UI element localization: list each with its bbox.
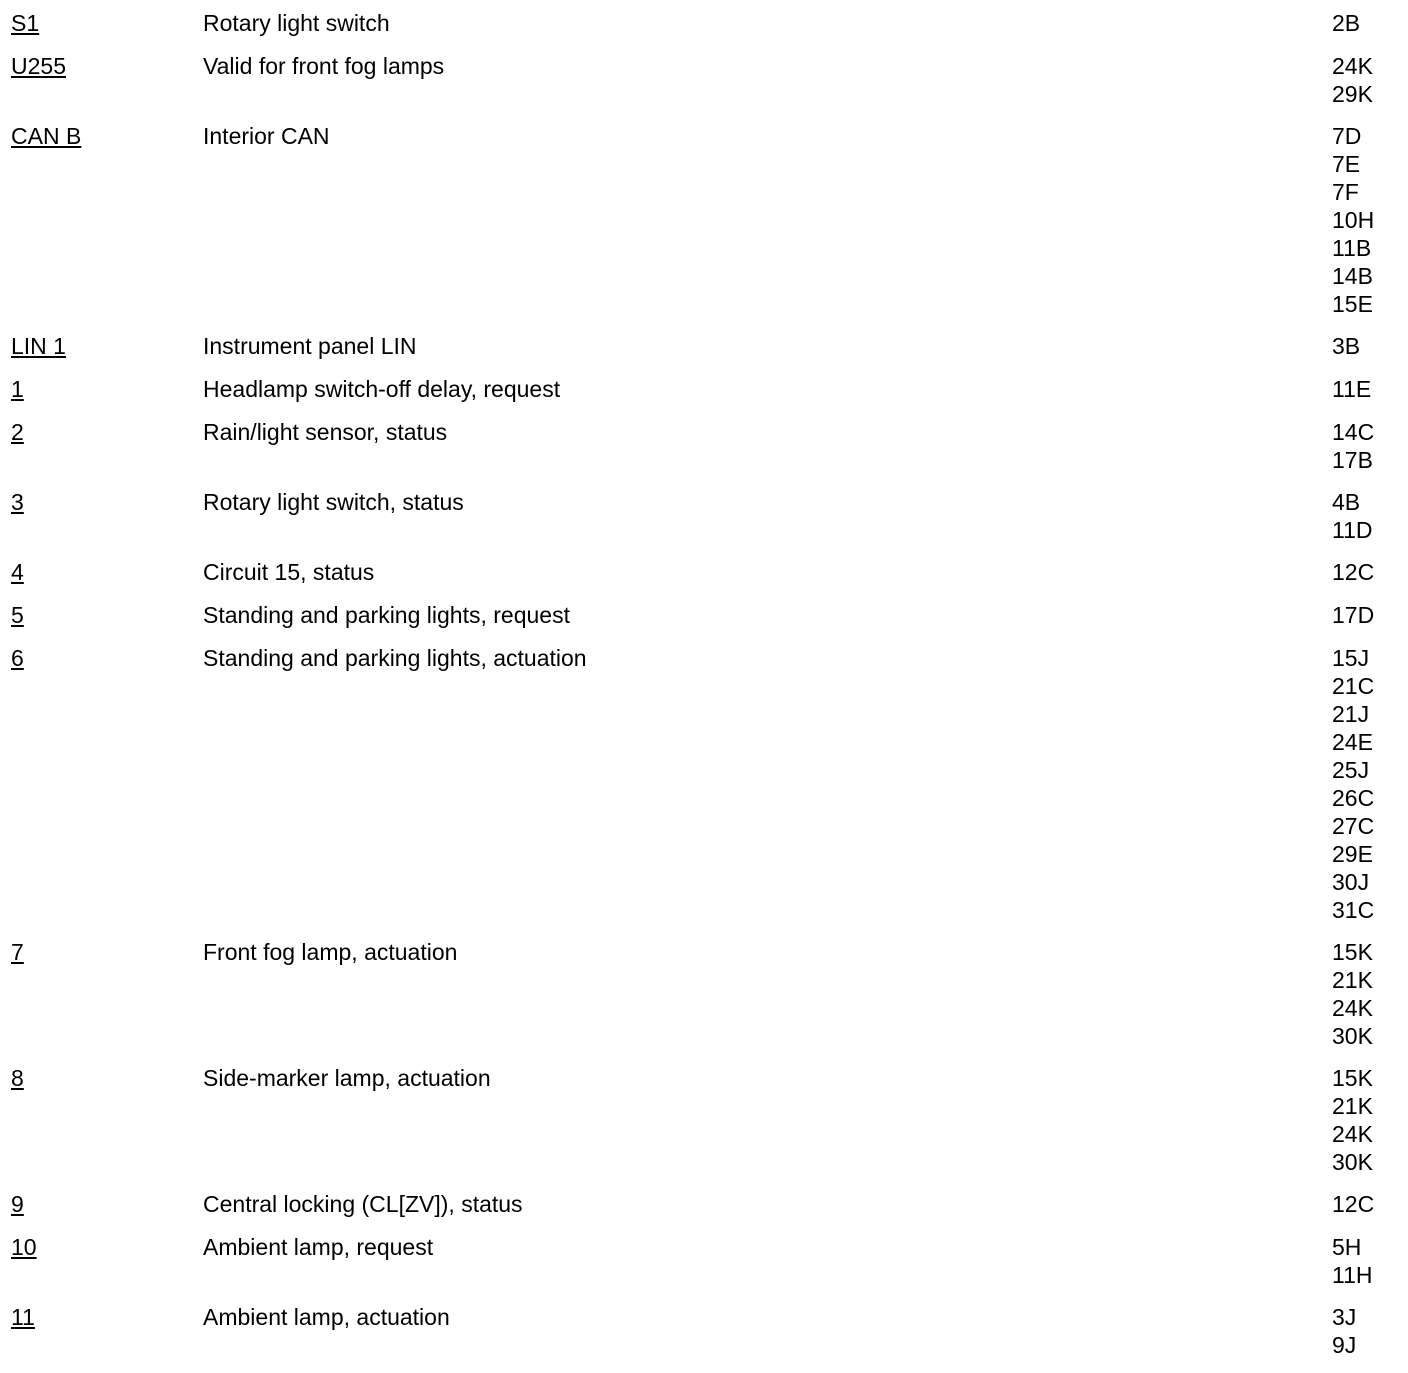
legend-row [0, 644, 1408, 924]
grid-reference: 15E [1332, 291, 1373, 317]
grid-reference: 24E [1332, 729, 1373, 755]
legend-code-link[interactable]: 1 [11, 376, 24, 402]
legend-row [0, 1233, 1408, 1289]
legend-description: Rain/light sensor, status [203, 419, 448, 445]
legend-grid-refs [1332, 9, 1408, 37]
legend-code-link[interactable]: 6 [11, 645, 24, 671]
legend-code-link[interactable]: 2 [11, 419, 24, 445]
legend-row [0, 375, 1408, 403]
legend-grid-refs [1332, 52, 1408, 108]
grid-reference: 3B [1332, 333, 1361, 359]
legend-description: Circuit 15, status [203, 559, 375, 585]
legend-grid-refs [1332, 938, 1408, 1050]
legend-grid-refs [1332, 418, 1408, 474]
grid-reference: 14B [1332, 263, 1373, 289]
legend-description: Rotary light switch, status [203, 489, 464, 515]
grid-reference: 21J [1332, 701, 1370, 727]
grid-reference: 11B [1332, 235, 1372, 261]
legend-row [0, 52, 1408, 108]
grid-reference: 4B [1332, 489, 1361, 515]
grid-reference: 15K [1332, 939, 1373, 965]
grid-reference: 24K [1332, 1121, 1373, 1147]
legend-table [0, 9, 1408, 1373]
legend-row [0, 938, 1408, 1050]
grid-reference: 15J [1332, 645, 1370, 671]
grid-reference: 2B [1332, 10, 1361, 36]
legend-description: Ambient lamp, actuation [203, 1304, 450, 1330]
grid-reference: 30K [1332, 1149, 1373, 1175]
grid-reference: 7F [1332, 179, 1359, 205]
grid-reference: 26C [1332, 785, 1375, 811]
legend-description: Rotary light switch [203, 10, 390, 36]
grid-reference: 15K [1332, 1065, 1373, 1091]
legend-grid-refs [1332, 1303, 1408, 1359]
legend-code-link[interactable]: 9 [11, 1191, 24, 1217]
grid-reference: 9J [1332, 1332, 1357, 1358]
legend-grid-refs [1332, 375, 1408, 403]
grid-reference: 17D [1332, 602, 1375, 628]
grid-reference: 7D [1332, 123, 1362, 149]
grid-reference: 29E [1332, 841, 1373, 867]
grid-reference: 29K [1332, 81, 1373, 107]
grid-reference: 31C [1332, 897, 1375, 923]
grid-reference: 12C [1332, 1191, 1375, 1217]
legend-row [0, 601, 1408, 629]
grid-reference: 30K [1332, 1023, 1373, 1049]
grid-reference: 30J [1332, 869, 1370, 895]
legend-grid-refs [1332, 644, 1408, 924]
legend-code-link[interactable]: CAN B [11, 123, 82, 149]
legend-code-link[interactable]: 4 [11, 559, 24, 585]
legend-grid-refs [1332, 601, 1408, 629]
legend-code-link[interactable]: U255 [11, 53, 66, 79]
legend-grid-refs [1332, 122, 1408, 318]
grid-reference: 11H [1332, 1262, 1373, 1288]
legend-code-link[interactable]: 5 [11, 602, 24, 628]
legend-description: Front fog lamp, actuation [203, 939, 458, 965]
legend-description: Central locking (CL[ZV]), status [203, 1191, 523, 1217]
legend-row [0, 1303, 1408, 1359]
legend-row [0, 332, 1408, 360]
legend-description: Ambient lamp, request [203, 1234, 434, 1260]
legend-code-link[interactable]: 7 [11, 939, 24, 965]
grid-reference: 24K [1332, 995, 1373, 1021]
grid-reference: 3J [1332, 1304, 1357, 1330]
legend-description: Interior CAN [203, 123, 330, 149]
legend-description: Valid for front fog lamps [203, 53, 445, 79]
legend-code-link[interactable]: LIN 1 [11, 333, 66, 359]
grid-reference: 12C [1332, 559, 1375, 585]
grid-reference: 14C [1332, 419, 1375, 445]
legend-description: Side-marker lamp, actuation [203, 1065, 491, 1091]
grid-reference: 11D [1332, 517, 1373, 543]
legend-description: Standing and parking lights, request [203, 602, 570, 628]
legend-grid-refs [1332, 332, 1408, 360]
legend-grid-refs [1332, 558, 1408, 586]
grid-reference: 21K [1332, 967, 1373, 993]
grid-reference: 5H [1332, 1234, 1362, 1260]
legend-code-link[interactable]: 8 [11, 1065, 24, 1091]
grid-reference: 7E [1332, 151, 1361, 177]
legend-grid-refs [1332, 488, 1408, 544]
grid-reference: 21K [1332, 1093, 1373, 1119]
legend-description: Instrument panel LIN [203, 333, 417, 359]
legend-row [0, 418, 1408, 474]
grid-reference: 27C [1332, 813, 1375, 839]
legend-row [0, 488, 1408, 544]
grid-reference: 24K [1332, 53, 1373, 79]
legend-code-link[interactable]: 11 [11, 1304, 35, 1330]
grid-reference: 11E [1332, 376, 1372, 402]
legend-row [0, 558, 1408, 586]
legend-row [0, 1064, 1408, 1176]
grid-reference: 21C [1332, 673, 1375, 699]
grid-reference: 17B [1332, 447, 1373, 473]
legend-description: Headlamp switch-off delay, request [203, 376, 561, 402]
legend-description: Standing and parking lights, actuation [203, 645, 587, 671]
grid-reference: 10H [1332, 207, 1375, 233]
legend-row [0, 1190, 1408, 1218]
legend-row [0, 9, 1408, 37]
legend-row [0, 122, 1408, 318]
legend-code-link[interactable]: 10 [11, 1234, 37, 1260]
legend-code-link[interactable]: S1 [11, 10, 40, 36]
legend-code-link[interactable]: 3 [11, 489, 24, 515]
legend-grid-refs [1332, 1190, 1408, 1218]
grid-reference: 25J [1332, 757, 1370, 783]
legend-grid-refs [1332, 1233, 1408, 1289]
legend-grid-refs [1332, 1064, 1408, 1176]
